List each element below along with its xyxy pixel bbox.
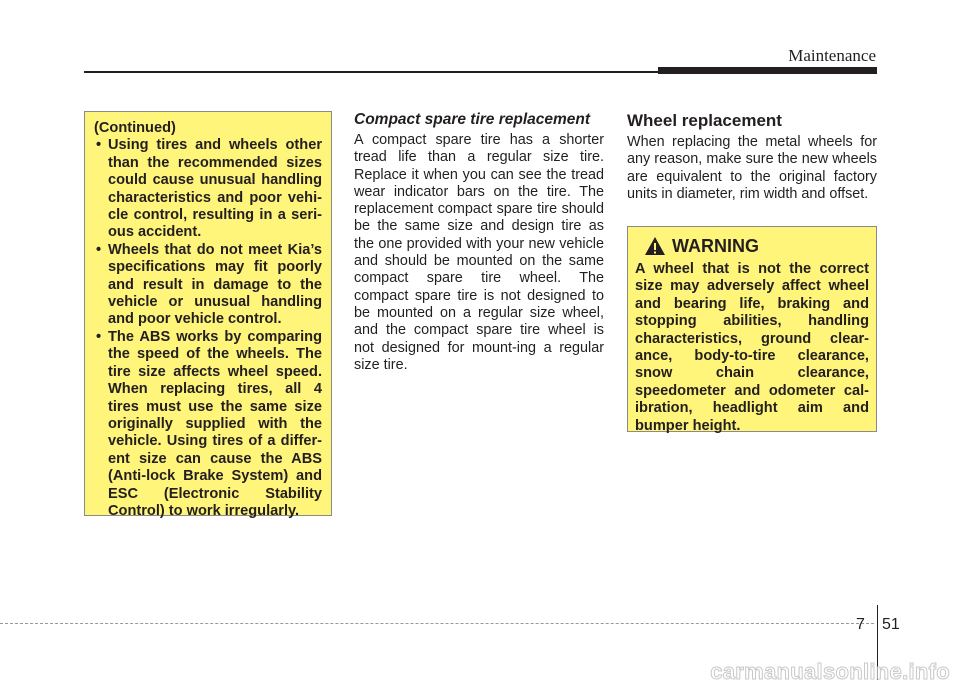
warning-body: A wheel that is not the correct size may adversely affect wheel and bearing life, braking and stopping abilities, handling characteristics, ground clear-ance, body-to-tire clearance, snow chain clearance, speedometer and odometer cal-ibration, headlight aim and bumper height. xyxy=(635,261,869,434)
chapter-number: 7 xyxy=(856,616,865,633)
caution-continued-box xyxy=(84,111,332,519)
warning-title: WARNING xyxy=(672,236,759,256)
header-bar xyxy=(658,67,877,74)
compact-spare-heading: Compact spare tire replacement xyxy=(354,111,591,128)
warning-box xyxy=(627,226,877,432)
page-section-title: Maintenance xyxy=(788,46,876,65)
caution-bullet: • Wheels that do not meet Kia’s specifications may fit poorly and result in damage to the vehicle or unusual handling and poor vehicle control. xyxy=(94,242,322,329)
footer-rule xyxy=(0,623,874,624)
header-rule xyxy=(84,71,658,73)
wheel-replacement-body: When replacing the metal wheels for any reason, make sure the new wheels are equivalent to the original factory units in diameter, rim width and offset. xyxy=(627,134,877,202)
warning-header xyxy=(644,233,869,259)
caution-bullet: • Using tires and wheels other than the recommended sizes could cause unusual handling characteristics and poor vehi-cle control, resulting in a seri-ous accident. xyxy=(94,137,322,241)
site-watermark: carmanualsonline.info xyxy=(710,659,950,684)
compact-spare-body: A compact spare tire has a shorter tread life than a regular size tire. Replace it when you can see the tread wear indicator bars on the tire. The replacement compact spare tire should be the same size and design tire as the one provided with your new vehicle and should be mounted on the same compact spare tire wheel. The compact spare tire is not designed to be mounted on a regular size wheel, and the compact spare tire wheel is not designed for mount-ing a regular size tire. xyxy=(354,132,604,373)
wheel-replacement-section xyxy=(627,110,877,203)
warning-triangle-icon xyxy=(644,236,666,256)
caution-bullet: • The ABS works by comparing the speed of the wheels. The tire size affects wheel speed. When replacing tires, all 4 tires must use the same size originally supplied with the vehicle. Using tires of a differ-ent size can cause the ABS (Anti-lock Brake System) and ESC (Electronic Stability Control) to work irregularly. xyxy=(94,329,322,520)
page-number: 51 xyxy=(882,616,900,633)
compact-spare-section xyxy=(354,110,604,374)
continued-label: (Continued) xyxy=(94,120,176,136)
caution-bullet-list xyxy=(94,137,322,520)
wheel-replacement-heading: Wheel replacement xyxy=(627,111,782,130)
